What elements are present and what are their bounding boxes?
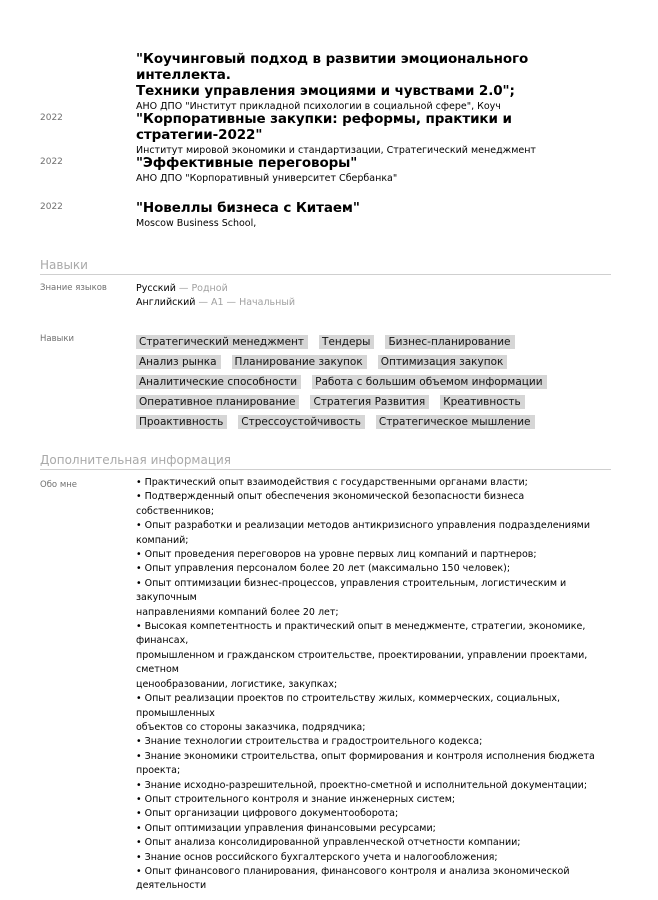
skill-tag: Стратегия Развития <box>310 395 429 409</box>
about-line: • Подтвержденный опыт обеспечения экономической безопасности бизнеса собственников; <box>136 491 525 517</box>
languages-list <box>136 282 295 310</box>
skill-tag: Работа с большим объемом информации <box>312 375 546 389</box>
skills-section-title: Навыки <box>40 258 611 275</box>
skills-label: Навыки <box>40 334 74 344</box>
about-line: объектов со стороны заказчика, подрядчика; <box>136 721 366 733</box>
about-text <box>136 476 604 894</box>
skill-tag: Анализ рынка <box>136 355 221 369</box>
skill-tag: Оперативное планирование <box>136 395 299 409</box>
about-line: направлениями компаний более 20 лет; <box>136 606 339 618</box>
about-line: • Опыт проведения переговоров на уровне первых лиц компаний и партнеров; <box>136 549 537 561</box>
skill-tag: Планирование закупок <box>232 355 367 369</box>
education-title: "Новеллы бизнеса с Китаем" <box>136 200 360 216</box>
about-line: ценообразовании, логистике, закупках; <box>136 678 338 690</box>
about-line: • Высокая компетентность и практический опыт в менеджменте, стратегии, экономике, <box>136 621 586 633</box>
about-line: • Опыт реализации проектов по строительству жилых, коммерческих, социальных, <box>136 693 560 705</box>
education-title: "Коучинговый подход в развитии эмоционального интеллекта. Техники управления эмоциями и чувствами 2.0"; <box>136 51 529 99</box>
skill-tag: Стрессоустойчивость <box>238 415 365 429</box>
skill-tag: Стратегический менеджмент <box>136 335 308 349</box>
about-line: проекта; <box>136 765 181 777</box>
about-line: • Опыт организации цифрового документооборота; <box>136 808 399 820</box>
skill-tag: Аналитические способности <box>136 375 301 389</box>
about-line: • Опыт оптимизации управления финансовыми ресурсами; <box>136 822 436 834</box>
about-line: • Опыт разработки и реализации методов антикризисного управления подразделениями <box>136 520 591 532</box>
skill-row <box>136 410 616 430</box>
education-organization: Moscow Business School, <box>136 218 257 229</box>
about-line: • Опыт строительного контроля и знание инженерных систем; <box>136 793 456 805</box>
skill-row <box>136 390 616 410</box>
skill-row <box>136 370 616 390</box>
skill-tag: Стратегическое мышление <box>376 415 535 429</box>
skill-row <box>136 330 616 350</box>
about-line: • Опыт управления персоналом более 20 лет (максимально 150 человек); <box>136 563 511 575</box>
skill-tag: Креативность <box>440 395 525 409</box>
education-title: "Эффективные переговоры" <box>136 155 358 171</box>
languages-label: Знание языков <box>40 283 107 293</box>
about-line: • Знание исходно-разрешительной, проектно-сметной и исполнительной документации; <box>136 779 588 791</box>
skill-tag: Проактивность <box>136 415 227 429</box>
language-item: Английский — A1 — Начальный <box>136 297 296 308</box>
education-year: 2022 <box>40 202 63 212</box>
skills-list <box>136 330 616 430</box>
skill-tag: Оптимизация закупок <box>378 355 508 369</box>
about-line: • Знание технологии строительства и градостроительного кодекса; <box>136 736 483 748</box>
about-line: сметном <box>136 664 179 676</box>
about-line: • Практический опыт взаимодействия с государственными органами власти; <box>136 477 528 488</box>
education-organization: АНО ДПО "Корпоративный университет Сбербанка" <box>136 173 398 184</box>
about-line: промышленных <box>136 707 215 719</box>
about-line: финансах, <box>136 635 189 647</box>
skill-tag: Бизнес-планирование <box>385 335 514 349</box>
skill-tag: Тендеры <box>319 335 374 349</box>
about-line: компаний; <box>136 534 189 546</box>
about-line: • Опыт оптимизации бизнес-процессов, управления строительным, логистическим и <box>136 577 567 589</box>
about-label: Обо мне <box>40 480 78 490</box>
about-line: промышленном и гражданском строительстве, проектировании, управлении проектами, <box>136 649 588 661</box>
skill-row <box>136 350 616 370</box>
about-line: • Опыт анализа консолидированной управленческой отчетности компании; <box>136 837 521 849</box>
about-line: • Знание основ российского бухгалтерского учета и налогообложения; <box>136 851 498 863</box>
education-organization: Институт мировой экономики и стандартизации, Стратегический менеджмент <box>136 145 536 156</box>
about-line: • Опыт финансового планирования, финансового контроля и анализа экономической <box>136 865 570 877</box>
education-title: "Корпоративные закупки: реформы, практики и стратегии-2022" <box>136 111 512 143</box>
education-year: 2022 <box>40 157 63 167</box>
education-organization: АНО ДПО "Институт прикладной психологии в социальной сфере", Коуч <box>136 101 501 112</box>
about-line: закупочным <box>136 592 197 604</box>
about-line: деятельности <box>136 880 207 892</box>
additional-section-title: Дополнительная информация <box>40 453 611 470</box>
about-line: • Знание экономики строительства, опыт формирования и контроля исполнения бюджета <box>136 750 595 762</box>
education-year: 2022 <box>40 113 63 123</box>
language-item: Русский — Родной <box>136 283 228 294</box>
